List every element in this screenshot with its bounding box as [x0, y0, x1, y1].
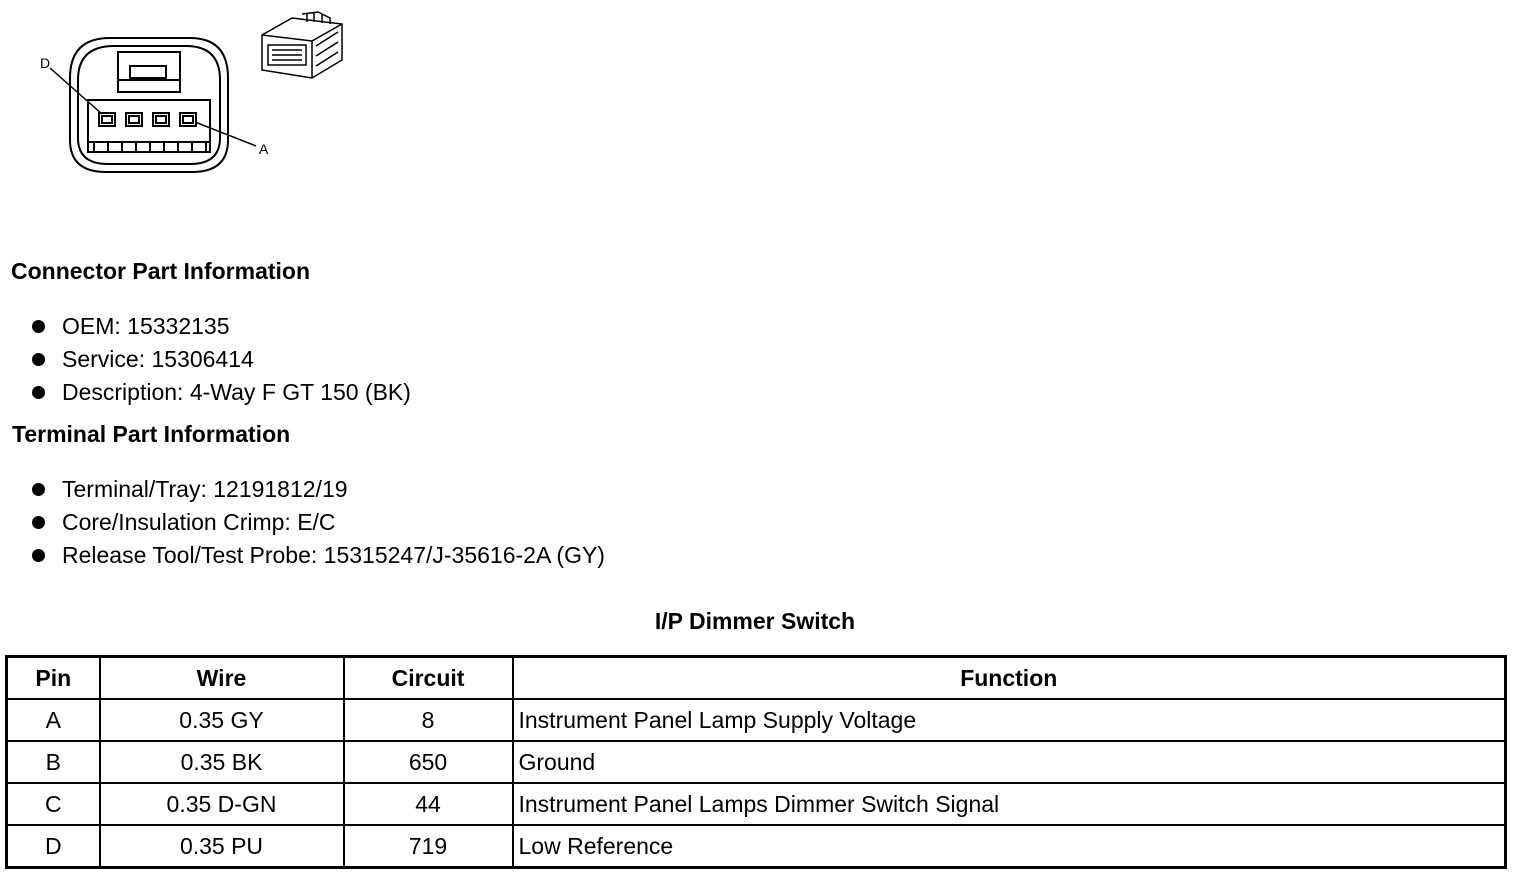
- header-wire: Wire: [100, 657, 344, 700]
- bullet-icon: [32, 320, 45, 333]
- cell-function: Low Reference: [513, 825, 1506, 868]
- bullet-icon: [32, 549, 45, 562]
- connector-isometric-diagram: [252, 10, 352, 85]
- connector-part-info-list: [12, 310, 411, 409]
- leader-line-d: [50, 68, 102, 114]
- bullet-icon: [32, 386, 45, 399]
- pin-label-a: A: [259, 141, 269, 157]
- table-row: [7, 699, 1506, 741]
- header-function: Function: [513, 657, 1506, 700]
- cell-circuit: 44: [344, 783, 513, 825]
- table-row: [7, 825, 1506, 868]
- table-row: [7, 741, 1506, 783]
- cell-wire: 0.35 GY: [100, 699, 344, 741]
- cell-circuit: 650: [344, 741, 513, 783]
- cell-function: Instrument Panel Lamp Supply Voltage: [513, 699, 1506, 741]
- cell-pin: D: [7, 825, 100, 868]
- cell-function: Ground: [513, 741, 1506, 783]
- cell-function: Instrument Panel Lamps Dimmer Switch Signal: [513, 783, 1506, 825]
- connector-face-diagram: [30, 10, 280, 180]
- bullet-icon: [32, 516, 45, 529]
- list-item: Terminal/Tray: 12191812/19: [12, 473, 605, 506]
- cell-pin: A: [7, 699, 100, 741]
- table-header-row: [7, 657, 1506, 700]
- connector-part-info-heading: Connector Part Information: [11, 258, 311, 284]
- list-item: Core/Insulation Crimp: E/C: [12, 506, 605, 539]
- list-item: Service: 15306414: [12, 343, 411, 376]
- bullet-icon: [32, 483, 45, 496]
- cell-wire: 0.35 D-GN: [100, 783, 344, 825]
- list-item: Description: 4-Way F GT 150 (BK): [12, 376, 411, 409]
- list-item: Release Tool/Test Probe: 15315247/J-35616-2A (GY): [12, 539, 605, 572]
- pinout-table: [5, 655, 1507, 869]
- cell-pin: B: [7, 741, 100, 783]
- table-title: I/P Dimmer Switch: [654, 608, 856, 634]
- latch-tab: [130, 66, 166, 78]
- terminal-part-info-heading: Terminal Part Information: [12, 421, 291, 447]
- terminal-part-info-list: [12, 473, 605, 572]
- cell-circuit: 8: [344, 699, 513, 741]
- connector-latch: [118, 52, 180, 92]
- bullet-icon: [32, 353, 45, 366]
- pin-label-d: D: [40, 55, 51, 71]
- list-item: OEM: 15332135: [12, 310, 411, 343]
- cell-wire: 0.35 BK: [100, 741, 344, 783]
- header-pin: Pin: [7, 657, 100, 700]
- header-circuit: Circuit: [344, 657, 513, 700]
- table-row: [7, 783, 1506, 825]
- cell-circuit: 719: [344, 825, 513, 868]
- cell-pin: C: [7, 783, 100, 825]
- cell-wire: 0.35 PU: [100, 825, 344, 868]
